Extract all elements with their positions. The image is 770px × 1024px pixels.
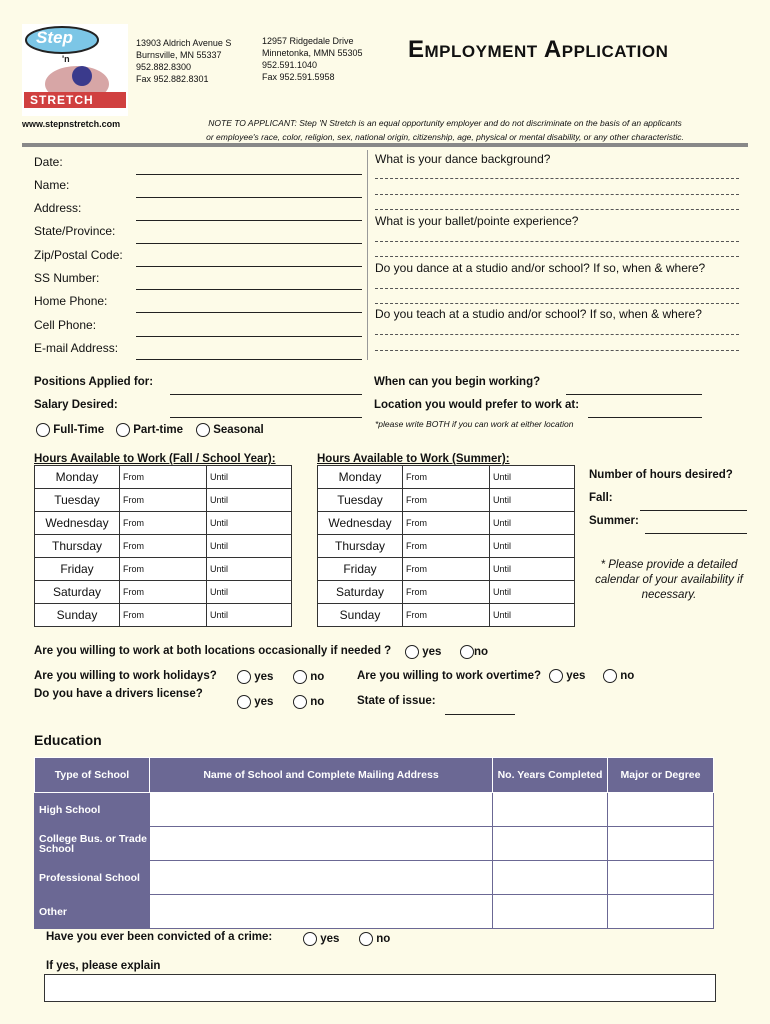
yes-radio[interactable]	[549, 669, 563, 683]
overtime-yes[interactable]	[549, 669, 585, 683]
until-cell[interactable]: Until	[207, 535, 292, 558]
no-radio[interactable]	[460, 645, 474, 659]
school-type: High School	[35, 793, 150, 827]
field-homephone-label: Home Phone:	[34, 294, 108, 308]
until-cell[interactable]: Until	[490, 466, 575, 489]
no-radio[interactable]	[293, 695, 307, 709]
fall-row-friday	[35, 558, 292, 581]
column-divider	[367, 150, 368, 360]
summer-row-friday	[318, 558, 575, 581]
col-name-header: Name of School and Complete Mailing Address	[150, 758, 493, 793]
fall-row-monday	[35, 466, 292, 489]
field-email-label: E-mail Address:	[34, 341, 119, 355]
fall-row-wednesday	[35, 512, 292, 535]
name-input[interactable]	[136, 197, 362, 198]
until-cell[interactable]: Until	[490, 581, 575, 604]
yes-radio[interactable]	[405, 645, 419, 659]
from-cell[interactable]: From	[120, 535, 207, 558]
fall-row-saturday	[35, 581, 292, 604]
addr-line: 12957 Ridgedale Drive	[262, 36, 354, 46]
crime-question: Have you ever been convicted of a crime:	[46, 931, 273, 943]
dance-background-line[interactable]	[375, 209, 739, 210]
ssn-input[interactable]	[136, 289, 362, 290]
day-label: Saturday	[35, 581, 120, 604]
until-cell[interactable]: Until	[490, 512, 575, 535]
note-line: NOTE TO APPLICANT: Step 'N Stretch is an equal opportunity employer and do not discriminate on the basis of an applicants	[208, 118, 682, 128]
crime-explain-box[interactable]	[44, 974, 716, 1002]
teach-studio-line[interactable]	[375, 334, 739, 335]
parttime-text: Part-time	[133, 424, 184, 437]
from-cell[interactable]: From	[403, 489, 490, 512]
summer-row-wednesday	[318, 512, 575, 535]
logo-step: Step	[36, 28, 73, 47]
until-cell[interactable]: Until	[490, 558, 575, 581]
addr-line: Fax 952.591.5958	[262, 72, 335, 82]
state-input[interactable]	[136, 243, 362, 244]
addr-line: Minnetonka, MMN 55305	[262, 48, 363, 58]
until-cell[interactable]: Until	[490, 535, 575, 558]
summer-row-tuesday	[318, 489, 575, 512]
field-address-label: Address:	[34, 201, 82, 215]
day-label: Friday	[35, 558, 120, 581]
positions-input[interactable]	[170, 394, 362, 395]
license-yes[interactable]	[237, 695, 273, 709]
page-title: Employment Application	[408, 36, 669, 63]
day-label: Sunday	[318, 604, 403, 627]
summer-row-sunday	[318, 604, 575, 627]
education-row-other	[35, 895, 714, 929]
from-cell[interactable]: From	[120, 581, 207, 604]
from-cell[interactable]: From	[120, 466, 207, 489]
years-cell[interactable]	[493, 895, 608, 929]
yes-text: yes	[422, 646, 442, 659]
day-label: Tuesday	[318, 489, 403, 512]
location-label: Location you would prefer to work at:	[374, 399, 580, 411]
field-cellphone-label: Cell Phone:	[34, 318, 97, 332]
school-type: Other	[35, 895, 150, 929]
education-row-college	[35, 827, 714, 861]
education-row-highschool	[35, 793, 714, 827]
crime-no[interactable]	[359, 932, 390, 946]
date-input[interactable]	[136, 174, 362, 175]
from-cell[interactable]: From	[403, 466, 490, 489]
until-cell[interactable]: Until	[207, 489, 292, 512]
education-header-row	[35, 758, 714, 793]
yes-radio[interactable]	[303, 932, 317, 946]
license-no[interactable]	[293, 695, 324, 709]
education-row-professional	[35, 861, 714, 895]
school-name-cell[interactable]	[150, 895, 493, 929]
yes-radio[interactable]	[237, 670, 251, 684]
summer-row-thursday	[318, 535, 575, 558]
yes-text: yes	[254, 696, 274, 709]
major-cell[interactable]	[608, 827, 714, 861]
dance-background-line[interactable]	[375, 194, 739, 195]
day-label: Saturday	[318, 581, 403, 604]
company-logo	[22, 24, 128, 116]
holidays-no[interactable]	[293, 670, 324, 684]
begin-input[interactable]	[566, 394, 702, 395]
day-label: Wednesday	[318, 512, 403, 535]
overtime-no[interactable]	[603, 669, 634, 683]
years-cell[interactable]	[493, 827, 608, 861]
from-cell[interactable]: From	[403, 604, 490, 627]
both-locations-no[interactable]	[460, 645, 488, 659]
both-locations-question: Are you willing to work at both locations occasionally if needed ?	[34, 645, 392, 657]
both-locations-yes[interactable]	[405, 645, 441, 659]
addr-line: 952.591.1040	[262, 60, 318, 70]
no-text: no	[310, 696, 325, 709]
fulltime-text: Full-Time	[53, 424, 105, 437]
day-label: Thursday	[35, 535, 120, 558]
no-radio[interactable]	[603, 669, 617, 683]
parttime-radio[interactable]	[116, 423, 130, 437]
addr-line: 952.882.8300	[136, 62, 192, 72]
cellphone-input[interactable]	[136, 336, 362, 337]
holidays-question: Are you willing to work holidays?	[34, 670, 217, 682]
school-name-cell[interactable]	[150, 861, 493, 895]
parttime-option[interactable]	[116, 423, 183, 437]
school-type: College Bus. or Trade School	[35, 827, 150, 861]
from-cell[interactable]: From	[120, 604, 207, 627]
applicant-note	[150, 116, 740, 144]
day-label: Tuesday	[35, 489, 120, 512]
fall-row-tuesday	[35, 489, 292, 512]
ballet-line[interactable]	[375, 241, 739, 242]
from-cell[interactable]: From	[403, 558, 490, 581]
fall-row-thursday	[35, 535, 292, 558]
email-input[interactable]	[136, 359, 362, 360]
school-name-cell[interactable]	[150, 793, 493, 827]
addr-line: 13903 Aldrich Avenue S	[136, 38, 232, 48]
school-type: Professional School	[35, 861, 150, 895]
from-cell[interactable]: From	[403, 535, 490, 558]
no-text: no	[310, 671, 325, 684]
hours-desired-label: Number of hours desired?	[589, 469, 733, 481]
day-label: Friday	[318, 558, 403, 581]
col-type-header: Type of School	[35, 758, 150, 793]
summer-hours-title: Hours Available to Work (Summer):	[317, 453, 510, 465]
location-input[interactable]	[588, 417, 702, 418]
question-teach-studio: Do you teach at a studio and/or school? If so, when & where?	[375, 307, 702, 321]
addr-line: Fax 952.882.8301	[136, 74, 209, 84]
from-cell[interactable]: From	[403, 512, 490, 535]
no-text: no	[376, 933, 391, 946]
teach-studio-line[interactable]	[375, 350, 739, 351]
no-radio[interactable]	[293, 670, 307, 684]
holidays-yes[interactable]	[237, 670, 273, 684]
major-cell[interactable]	[608, 793, 714, 827]
field-zip-label: Zip/Postal Code:	[34, 248, 123, 262]
seasonal-text: Seasonal	[213, 424, 264, 437]
school-name-cell[interactable]	[150, 827, 493, 861]
major-cell[interactable]	[608, 895, 714, 929]
question-dance-studio: Do you dance at a studio and/or school? If so, when & where?	[375, 261, 706, 275]
website: www.stepnstretch.com	[22, 119, 121, 129]
no-text: no	[474, 646, 489, 659]
dance-background-line[interactable]	[375, 178, 739, 179]
address-burnsville	[136, 37, 231, 85]
yes-text: yes	[320, 933, 340, 946]
until-cell[interactable]: Until	[207, 466, 292, 489]
crime-yes[interactable]	[303, 932, 339, 946]
no-radio[interactable]	[359, 932, 373, 946]
salary-input[interactable]	[170, 417, 362, 418]
fall-row-sunday	[35, 604, 292, 627]
fulltime-radio[interactable]	[36, 423, 50, 437]
until-cell[interactable]: Until	[207, 604, 292, 627]
address-input[interactable]	[136, 220, 362, 221]
field-date-label: Date:	[34, 155, 63, 169]
logo-stretch: STRETCH	[30, 93, 94, 107]
major-cell[interactable]	[608, 861, 714, 895]
fulltime-option[interactable]	[36, 423, 104, 437]
field-name-label: Name:	[34, 178, 70, 192]
seasonal-radio[interactable]	[196, 423, 210, 437]
fall-hours-label: Fall:	[589, 492, 613, 504]
address-minnetonka	[262, 35, 363, 83]
salary-label: Salary Desired:	[34, 399, 118, 411]
begin-label: When can you begin working?	[374, 376, 541, 388]
header-rule	[22, 143, 748, 147]
state-issue-input[interactable]	[445, 714, 515, 715]
field-ssn-label: SS Number:	[34, 271, 100, 285]
day-label: Monday	[318, 466, 403, 489]
years-cell[interactable]	[493, 861, 608, 895]
col-major-header: Major or Degree	[608, 758, 714, 793]
until-cell[interactable]: Until	[207, 581, 292, 604]
day-label: Monday	[35, 466, 120, 489]
day-label: Sunday	[35, 604, 120, 627]
education-title: Education	[34, 732, 102, 748]
fall-hours-input[interactable]	[640, 510, 747, 511]
addr-line: Burnsville, MN 55337	[136, 50, 222, 60]
no-text: no	[620, 670, 635, 683]
logo-n: 'n	[62, 54, 70, 64]
until-cell[interactable]: Until	[207, 512, 292, 535]
education-table	[34, 757, 714, 929]
ballet-line[interactable]	[375, 256, 739, 257]
question-ballet-experience: What is your ballet/pointe experience?	[375, 214, 579, 228]
state-issue-label: State of issue:	[357, 695, 436, 707]
summer-hours-label: Summer:	[589, 515, 639, 527]
years-cell[interactable]	[493, 793, 608, 827]
fall-hours-title: Hours Available to Work (Fall / School Year):	[34, 453, 276, 465]
calendar-note: * Please provide a detailed calendar of your availability if necessary.	[595, 559, 743, 601]
zip-input[interactable]	[136, 266, 362, 267]
dance-studio-line[interactable]	[375, 288, 739, 289]
homephone-input[interactable]	[136, 312, 362, 313]
summer-hours-input[interactable]	[645, 533, 747, 534]
col-years-header: No. Years Completed	[493, 758, 608, 793]
until-cell[interactable]: Until	[207, 558, 292, 581]
from-cell[interactable]: From	[120, 512, 207, 535]
location-note: *please write BOTH if you can work at either location	[375, 419, 574, 429]
question-dance-background: What is your dance background?	[375, 152, 551, 166]
overtime-question: Are you willing to work overtime?	[357, 670, 542, 682]
fall-hours-table	[34, 465, 292, 627]
summer-row-saturday	[318, 581, 575, 604]
day-label: Wednesday	[35, 512, 120, 535]
dance-studio-line[interactable]	[375, 303, 739, 304]
from-cell[interactable]: From	[120, 489, 207, 512]
yes-radio[interactable]	[237, 695, 251, 709]
from-cell[interactable]: From	[120, 558, 207, 581]
summer-hours-table	[317, 465, 575, 627]
license-question: Do you have a drivers license?	[34, 688, 203, 700]
note-line: or employee's race, color, religion, sex, national origin, citizenship, age, physical or mental disability, or any other characteristic.	[206, 132, 684, 142]
from-cell[interactable]: From	[403, 581, 490, 604]
until-cell[interactable]: Until	[490, 604, 575, 627]
positions-label: Positions Applied for:	[34, 376, 154, 388]
crime-explain-label: If yes, please explain	[46, 960, 161, 972]
yes-text: yes	[254, 671, 274, 684]
day-label: Thursday	[318, 535, 403, 558]
field-state-label: State/Province:	[34, 224, 116, 238]
seasonal-option[interactable]	[196, 423, 264, 437]
yes-text: yes	[566, 670, 586, 683]
until-cell[interactable]: Until	[490, 489, 575, 512]
summer-row-monday	[318, 466, 575, 489]
